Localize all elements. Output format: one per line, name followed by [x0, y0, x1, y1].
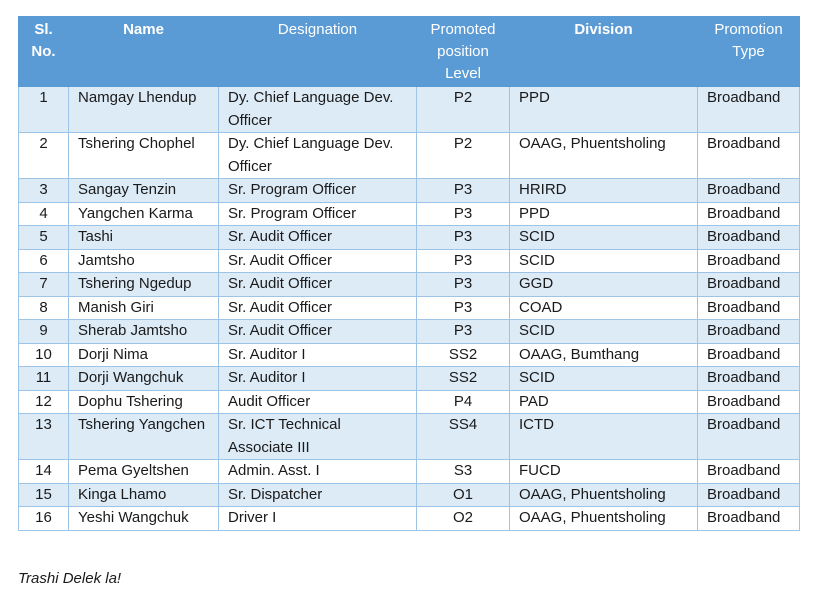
cell-sl: 15 — [19, 483, 69, 507]
cell-division: HRIRD — [510, 179, 698, 203]
cell-designation: Sr. Program Officer — [219, 202, 417, 226]
cell-sl: 4 — [19, 202, 69, 226]
cell-division: PPD — [510, 87, 698, 133]
cell-level: P3 — [417, 179, 510, 203]
cell-type: Broadband — [698, 414, 800, 460]
cell-sl: 11 — [19, 367, 69, 391]
cell-level: P4 — [417, 390, 510, 414]
cell-level: P3 — [417, 296, 510, 320]
cell-type: Broadband — [698, 296, 800, 320]
header-division: Division — [510, 17, 698, 87]
cell-designation: Dy. Chief Language Dev. Officer — [219, 133, 417, 179]
cell-type: Broadband — [698, 226, 800, 250]
cell-sl: 14 — [19, 460, 69, 484]
cell-designation: Admin. Asst. I — [219, 460, 417, 484]
cell-name: Tashi — [69, 226, 219, 250]
table-row — [19, 273, 800, 297]
cell-name: Sangay Tenzin — [69, 179, 219, 203]
table-row — [19, 179, 800, 203]
cell-type: Broadband — [698, 320, 800, 344]
cell-name: Dorji Nima — [69, 343, 219, 367]
cell-division: OAAG, Bumthang — [510, 343, 698, 367]
cell-name: Namgay Lhendup — [69, 87, 219, 133]
cell-division: GGD — [510, 273, 698, 297]
cell-name: Sherab Jamtsho — [69, 320, 219, 344]
cell-sl: 12 — [19, 390, 69, 414]
cell-level: O2 — [417, 507, 510, 531]
cell-name: Dorji Wangchuk — [69, 367, 219, 391]
cell-designation: Sr. Program Officer — [219, 179, 417, 203]
cell-sl: 9 — [19, 320, 69, 344]
cell-level: P3 — [417, 202, 510, 226]
header-row — [19, 17, 800, 87]
cell-division: SCID — [510, 249, 698, 273]
cell-type: Broadband — [698, 460, 800, 484]
header-name: Name — [69, 17, 219, 87]
cell-designation: Sr. Audit Officer — [219, 273, 417, 297]
cell-sl: 5 — [19, 226, 69, 250]
cell-sl: 7 — [19, 273, 69, 297]
cell-division: COAD — [510, 296, 698, 320]
cell-name: Pema Gyeltshen — [69, 460, 219, 484]
cell-division: OAAG, Phuentsholing — [510, 133, 698, 179]
cell-sl: 2 — [19, 133, 69, 179]
table-row — [19, 320, 800, 344]
table-row — [19, 390, 800, 414]
cell-designation: Audit Officer — [219, 390, 417, 414]
cell-type: Broadband — [698, 273, 800, 297]
cell-name: Yeshi Wangchuk — [69, 507, 219, 531]
table-row — [19, 367, 800, 391]
cell-level: P2 — [417, 133, 510, 179]
table-row — [19, 483, 800, 507]
cell-designation: Sr. Audit Officer — [219, 320, 417, 344]
cell-level: O1 — [417, 483, 510, 507]
cell-level: SS2 — [417, 367, 510, 391]
cell-division: SCID — [510, 320, 698, 344]
header-designation: Designation — [219, 17, 417, 87]
table-row — [19, 226, 800, 250]
cell-type: Broadband — [698, 367, 800, 391]
cell-type: Broadband — [698, 390, 800, 414]
closing-greeting: Trashi Delek la! — [18, 570, 122, 587]
table-row — [19, 343, 800, 367]
cell-level: P3 — [417, 320, 510, 344]
cell-division: ICTD — [510, 414, 698, 460]
cell-name: Kinga Lhamo — [69, 483, 219, 507]
cell-level: P3 — [417, 273, 510, 297]
cell-level: SS4 — [417, 414, 510, 460]
cell-name: Tshering Ngedup — [69, 273, 219, 297]
cell-sl: 13 — [19, 414, 69, 460]
cell-sl: 3 — [19, 179, 69, 203]
cell-level: P2 — [417, 87, 510, 133]
cell-designation: Sr. Dispatcher — [219, 483, 417, 507]
cell-level: SS2 — [417, 343, 510, 367]
cell-division: OAAG, Phuentsholing — [510, 507, 698, 531]
cell-level: P3 — [417, 226, 510, 250]
cell-sl: 16 — [19, 507, 69, 531]
header-sl: Sl. No. — [19, 17, 69, 87]
table-row — [19, 414, 800, 460]
cell-division: PPD — [510, 202, 698, 226]
cell-name: Tshering Yangchen — [69, 414, 219, 460]
cell-name: Jamtsho — [69, 249, 219, 273]
table-row — [19, 296, 800, 320]
cell-type: Broadband — [698, 179, 800, 203]
cell-division: SCID — [510, 226, 698, 250]
table-row — [19, 249, 800, 273]
cell-designation: Sr. ICT Technical Associate III — [219, 414, 417, 460]
table-row — [19, 507, 800, 531]
cell-sl: 10 — [19, 343, 69, 367]
cell-designation: Driver I — [219, 507, 417, 531]
cell-designation: Dy. Chief Language Dev. Officer — [219, 87, 417, 133]
cell-designation: Sr. Audit Officer — [219, 249, 417, 273]
cell-level: P3 — [417, 249, 510, 273]
header-level: Promoted position Level — [417, 17, 510, 87]
cell-division: FUCD — [510, 460, 698, 484]
cell-designation: Sr. Audit Officer — [219, 226, 417, 250]
cell-type: Broadband — [698, 483, 800, 507]
cell-name: Yangchen Karma — [69, 202, 219, 226]
header-type: Promotion Type — [698, 17, 800, 87]
cell-name: Manish Giri — [69, 296, 219, 320]
cell-type: Broadband — [698, 249, 800, 273]
cell-type: Broadband — [698, 133, 800, 179]
cell-name: Tshering Chophel — [69, 133, 219, 179]
cell-division: SCID — [510, 367, 698, 391]
table-row — [19, 133, 800, 179]
cell-type: Broadband — [698, 202, 800, 226]
promotion-table — [18, 16, 800, 531]
cell-type: Broadband — [698, 343, 800, 367]
cell-division: PAD — [510, 390, 698, 414]
table-row — [19, 202, 800, 226]
cell-name: Dophu Tshering — [69, 390, 219, 414]
table-row — [19, 460, 800, 484]
table-row — [19, 87, 800, 133]
cell-designation: Sr. Auditor I — [219, 367, 417, 391]
cell-sl: 8 — [19, 296, 69, 320]
cell-type: Broadband — [698, 87, 800, 133]
cell-level: S3 — [417, 460, 510, 484]
cell-designation: Sr. Auditor I — [219, 343, 417, 367]
cell-sl: 1 — [19, 87, 69, 133]
cell-designation: Sr. Audit Officer — [219, 296, 417, 320]
cell-sl: 6 — [19, 249, 69, 273]
cell-division: OAAG, Phuentsholing — [510, 483, 698, 507]
cell-type: Broadband — [698, 507, 800, 531]
